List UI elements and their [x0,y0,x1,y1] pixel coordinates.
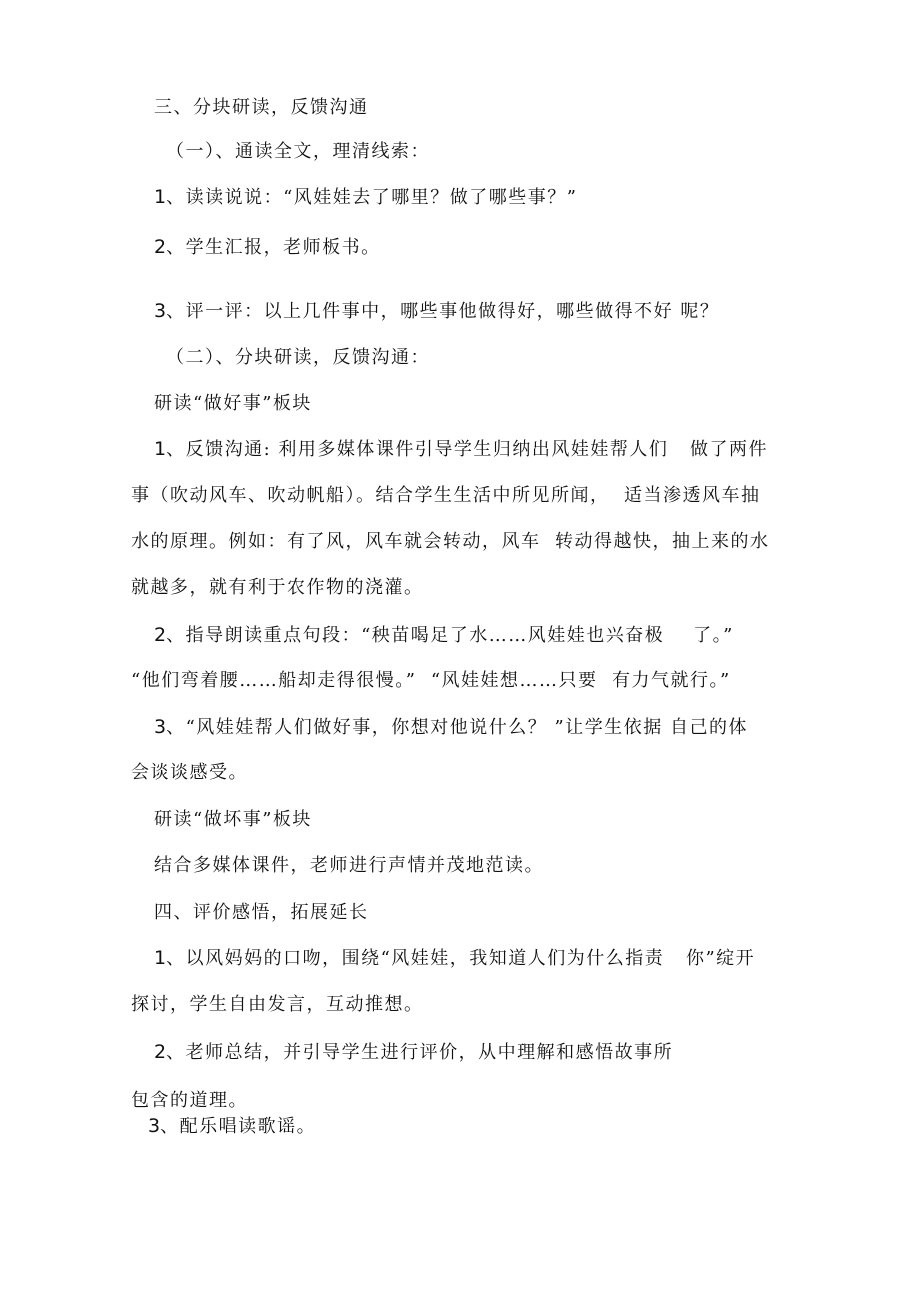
item-number: 2 [154,624,167,646]
item-text: 、以风妈妈的口吻，围绕“风娃娃，我知道人们为什么指责 你”绽开 [166,948,756,969]
paragraph-line [154,438,768,461]
list-item [154,186,578,209]
item-number: 1 [154,947,167,969]
section-4-heading: 四、评价感悟，拓展延长 [154,902,369,923]
item-text: 、读读说说：“风娃娃去了哪里？做了哪些事？” [166,187,578,208]
item-number: 3 [154,300,167,322]
paragraph-line [154,624,734,647]
item-number: 3 [148,1115,161,1137]
paragraph-line: 就越多，就有利于农作物的浇灌。 [131,577,424,598]
paragraph-line: 探讨，学生自由发言，互动推想。 [131,994,424,1015]
list-item [154,236,381,259]
subsection-2-heading: （二）、分块研读，反馈沟通： [166,347,430,368]
item-number: 1 [154,186,167,208]
item-text: 、“风娃娃帮人们做好事，你想对他说什么？ ”让学生依据 自己的体 [166,717,748,738]
item-text: 、学生汇报，老师板书。 [166,237,381,258]
subsection-1-heading: （一）、通读全文，理清线索： [166,141,430,162]
paragraph-line: 水的原理。例如：有了风，风车就会转动，风车 转动得越快，抽上来的水 [131,531,770,552]
item-text: 、老师总结，并引导学生进行评价，从中理解和感悟故事所 [166,1042,674,1063]
paragraph-line [154,716,748,739]
list-item [154,300,719,323]
item-text: 、评一评：以上几件事中，哪些事他做得好，哪些做得不好 呢？ [166,301,720,322]
paragraph-line: 会谈谈感受。 [131,762,248,783]
paragraph-line: “他们弯着腰……船却走得很慢。” “风娃娃想……只要 有力气就行。” [131,670,731,691]
paragraph-line: 包含的道理。 [131,1090,248,1111]
item-text: 、反馈沟通: 利用多媒体课件引导学生归纳出风娃娃帮人们 做了两件 [166,439,769,460]
section-3-heading: 三、分块研读，反馈沟通 [154,97,369,118]
paragraph-line [154,1041,673,1064]
item-number: 1 [154,438,167,460]
paragraph-line: 结合多媒体课件，老师进行声情并茂地范读。 [154,855,544,876]
bad-deeds-heading: 研读“做坏事”板块 [154,809,312,830]
item-number: 2 [154,1041,167,1063]
paragraph-line: 事（吹动风车、吹动帆船）。结合学生生活中所见所闻， 适当渗透风车抽 [131,485,761,506]
good-deeds-heading: 研读“做好事”板块 [154,393,312,414]
list-item [148,1115,316,1138]
item-number: 3 [154,716,167,738]
item-text: 、指导朗读重点句段：“秧苗喝足了水……风娃娃也兴奋极 了。” [166,625,734,646]
item-text: 、配乐唱读歌谣。 [160,1116,317,1137]
item-number: 2 [154,236,167,258]
paragraph-line [154,947,755,970]
